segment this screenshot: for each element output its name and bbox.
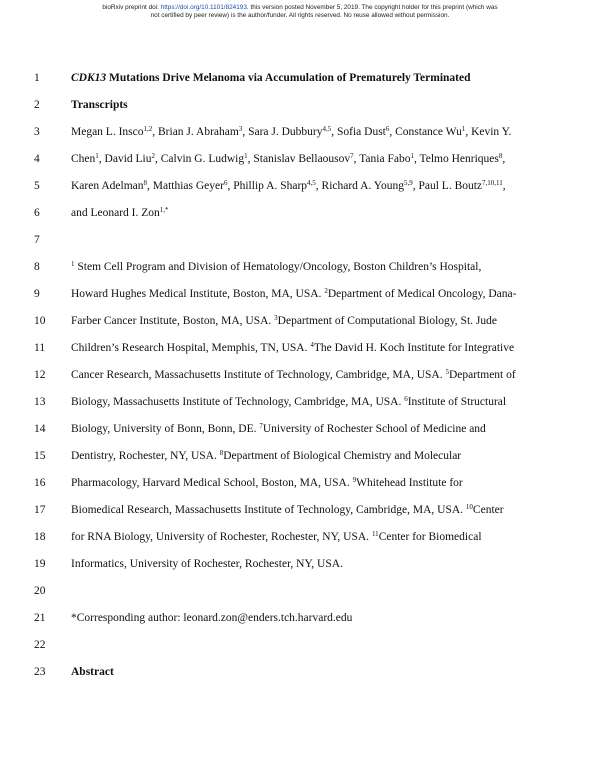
title-gene: CDK13 <box>71 72 107 84</box>
affiliation-sup: 7 <box>259 422 263 430</box>
author-name: Matthias Geyer <box>152 180 224 192</box>
affiliation-text: Biology, University of Bonn, Bonn, DE. <box>71 423 260 435</box>
author-name: Karen Adelman <box>71 180 144 192</box>
doi-link[interactable]: https://doi.org/10.1101/824193 <box>160 4 247 11</box>
author-sup: 3 <box>238 125 243 133</box>
author-name: Phillip A. Sharp <box>233 180 308 192</box>
author-sup: 7,10,11 <box>482 179 503 187</box>
affiliation-text: Department of Computational Biology, St. Jude <box>277 315 497 327</box>
author-line <box>71 151 541 167</box>
author-sup: 6 <box>385 125 390 133</box>
author-name: Richard A. Young <box>321 180 404 192</box>
affiliation-sup: 11 <box>371 530 379 538</box>
manuscript-line <box>0 205 600 221</box>
manuscript-line <box>0 394 600 410</box>
affiliation-text: Farber Cancer Institute, Boston, MA, USA. <box>71 315 275 327</box>
affiliation-text: Biomedical Research, Massachusetts Institute of Technology, Cambridge, MA, USA. <box>71 504 466 516</box>
manuscript-line <box>0 178 600 194</box>
author-name: Tania Fabo <box>359 153 411 165</box>
manuscript-line <box>0 529 600 545</box>
author-sup: 1 <box>410 152 414 160</box>
author-sup: 1,2 <box>143 125 153 133</box>
author-sup: 1 <box>461 125 466 133</box>
affiliation-line <box>71 367 541 383</box>
author-name: Stanislav Bellaousov <box>253 153 351 165</box>
affiliation-text: for RNA Biology, University of Rochester, Rochester, NY, USA. <box>71 531 372 543</box>
affiliation-line <box>71 502 541 518</box>
affiliation-sup: 4 <box>310 341 314 349</box>
line-number: 10 <box>34 315 46 327</box>
author-line <box>71 178 541 194</box>
affiliation-text: Department of <box>448 369 516 381</box>
affiliation-line <box>71 448 541 464</box>
author-name: Megan L. Insco <box>71 126 144 138</box>
author-sup: 5,9 <box>403 179 413 187</box>
separator: , <box>152 126 158 138</box>
manuscript-line <box>0 151 600 167</box>
corresponding-author: *Corresponding author: leonard.zon@enders.tch.harvard.edu <box>71 612 353 624</box>
affiliation-sup: 9 <box>352 476 357 484</box>
author-line <box>71 124 541 140</box>
abstract-heading: Abstract <box>71 666 114 678</box>
separator: , <box>389 126 396 138</box>
line-number: 5 <box>34 180 40 192</box>
line-number: 11 <box>34 342 46 354</box>
manuscript-line <box>0 367 600 383</box>
author-name: Sara J. Dubbury <box>248 126 323 138</box>
line-number: 20 <box>34 585 46 597</box>
author-sup: 1 <box>244 152 248 160</box>
affiliation-line <box>71 286 541 302</box>
manuscript-line <box>0 502 600 518</box>
author-name-part: Chen <box>71 153 96 165</box>
affiliation-line <box>71 475 541 491</box>
header-line-2: not certified by peer review) is the author/funder. All rights reserved. No reuse allowed without permission. <box>150 12 450 19</box>
line-number: 21 <box>34 612 46 624</box>
line-number: 22 <box>34 639 46 651</box>
author-name: Paul L. Boutz <box>418 180 483 192</box>
line-number: 8 <box>34 261 40 273</box>
affiliation-sup: 1 <box>71 260 75 268</box>
separator: , <box>353 153 360 165</box>
line-number: 1 <box>34 72 40 84</box>
affiliation-text: Institute of Structural <box>407 396 507 408</box>
affiliation-sup: 10 <box>465 503 473 511</box>
affiliation-line <box>71 529 541 545</box>
manuscript-line <box>0 556 600 572</box>
manuscript-line <box>0 475 600 491</box>
author-sup: 4,5 <box>322 125 332 133</box>
affiliation-line <box>71 340 541 356</box>
author-sup: 2 <box>151 152 155 160</box>
line-number: 3 <box>34 126 40 138</box>
affiliation-sup: 6 <box>404 395 408 403</box>
preprint-header <box>40 4 560 20</box>
affiliation-text: Dentistry, Rochester, NY, USA. <box>71 450 220 462</box>
affiliation-sup: 5 <box>445 368 449 376</box>
title-text: Mutations Drive Melanoma via Accumulation of Prematurely Terminated <box>106 72 471 84</box>
affiliation-text: University of Rochester School of Medicine and <box>262 423 486 435</box>
author-line <box>71 205 541 221</box>
affiliation-text: The David H. Koch Institute for Integrative <box>313 342 515 354</box>
separator: , <box>413 153 420 165</box>
manuscript-line <box>0 259 600 275</box>
manuscript-line <box>0 232 600 248</box>
affiliation-line <box>71 259 541 275</box>
separator: , <box>247 153 254 165</box>
conjunction: and <box>71 207 91 219</box>
author-name: Brian J. Abraham <box>158 126 239 138</box>
affiliation-text: Stem Cell Program and Division of Hematology/Oncology, Boston Children’s Hospital, <box>74 261 482 273</box>
author-sup: 8 <box>143 179 147 187</box>
separator: , <box>98 153 105 165</box>
affiliation-text: Howard Hughes Medical Institute, Boston, MA, USA. <box>71 288 325 300</box>
line-number: 14 <box>34 423 46 435</box>
manuscript-line <box>0 97 600 113</box>
separator: , <box>242 126 249 138</box>
manuscript-line <box>0 124 600 140</box>
header-suffix: . this version posted November 5, 2019. The copyright holder for this preprint (which was <box>246 4 498 11</box>
line-number: 12 <box>34 369 46 381</box>
line-number: 13 <box>34 396 46 408</box>
manuscript-line <box>0 637 600 653</box>
affiliation-text: Department of Medical Oncology, Dana- <box>327 288 517 300</box>
line-number: 15 <box>34 450 46 462</box>
author-sup: 1 <box>95 152 99 160</box>
author-name: Sofia Dust <box>336 126 386 138</box>
separator: , <box>227 180 234 192</box>
affiliation-line <box>71 421 541 437</box>
affiliation-text: Center for Biomedical <box>378 531 482 543</box>
author-sup: 6 <box>223 179 228 187</box>
affiliation-text: Biology, Massachusetts Institute of Technology, Cambridge, MA, USA. <box>71 396 405 408</box>
separator: , <box>502 180 506 192</box>
manuscript-line <box>0 421 600 437</box>
line-number: 4 <box>34 153 40 165</box>
title-line-2: Transcripts <box>71 99 128 111</box>
separator: , <box>147 180 153 192</box>
affiliation-line <box>71 394 541 410</box>
affiliation-sup: 3 <box>274 314 278 322</box>
line-number: 18 <box>34 531 46 543</box>
affiliation-sup: 8 <box>219 449 224 457</box>
affiliation-text: Cancer Research, Massachusetts Institute of Technology, Cambridge, MA, USA. <box>71 369 446 381</box>
separator: , <box>154 153 161 165</box>
author-name-part: Kevin Y. <box>471 126 512 138</box>
affiliation-line: Informatics, University of Rochester, Rochester, NY, USA. <box>71 558 343 570</box>
author-sup: 7 <box>350 152 354 160</box>
author-name: Leonard I. Zon <box>90 207 160 219</box>
manuscript-line <box>0 610 600 626</box>
author-name: David Liu <box>104 153 152 165</box>
line-number: 9 <box>34 288 40 300</box>
affiliation-text: Center <box>472 504 504 516</box>
separator: , <box>315 180 322 192</box>
author-name: Calvin G. Ludwig <box>160 153 245 165</box>
manuscript-line <box>0 583 600 599</box>
author-name: Telmo Henriques <box>419 153 499 165</box>
manuscript-line <box>0 313 600 329</box>
manuscript-line <box>0 286 600 302</box>
line-number: 19 <box>34 558 46 570</box>
separator: , <box>412 180 419 192</box>
separator: , <box>502 153 506 165</box>
line-number: 16 <box>34 477 46 489</box>
title-line-1 <box>71 70 541 86</box>
line-number: 7 <box>34 234 40 246</box>
manuscript-line <box>0 70 600 86</box>
manuscript-line <box>0 664 600 680</box>
header-prefix: bioRxiv preprint doi: <box>102 4 161 11</box>
line-number: 6 <box>34 207 40 219</box>
author-name: Constance Wu <box>395 126 462 138</box>
separator: , <box>331 126 337 138</box>
affiliation-text: Pharmacology, Harvard Medical School, Boston, MA, USA. <box>71 477 353 489</box>
header-line-1 <box>40 4 560 12</box>
separator: , <box>465 126 472 138</box>
affiliation-text: Department of Biological Chemistry and Molecular <box>223 450 462 462</box>
affiliation-sup: 2 <box>324 287 328 295</box>
affiliation-text: Children’s Research Hospital, Memphis, TN, USA. <box>71 342 311 354</box>
affiliation-line <box>71 313 541 329</box>
affiliation-text: Whitehead Institute for <box>356 477 463 489</box>
author-sup: 8 <box>498 152 503 160</box>
line-number: 17 <box>34 504 46 516</box>
line-number: 23 <box>34 666 46 678</box>
author-sup: 4,5 <box>307 179 316 187</box>
line-number: 2 <box>34 99 40 111</box>
author-sup: 1,* <box>159 206 169 214</box>
manuscript-line <box>0 448 600 464</box>
manuscript-line <box>0 340 600 356</box>
